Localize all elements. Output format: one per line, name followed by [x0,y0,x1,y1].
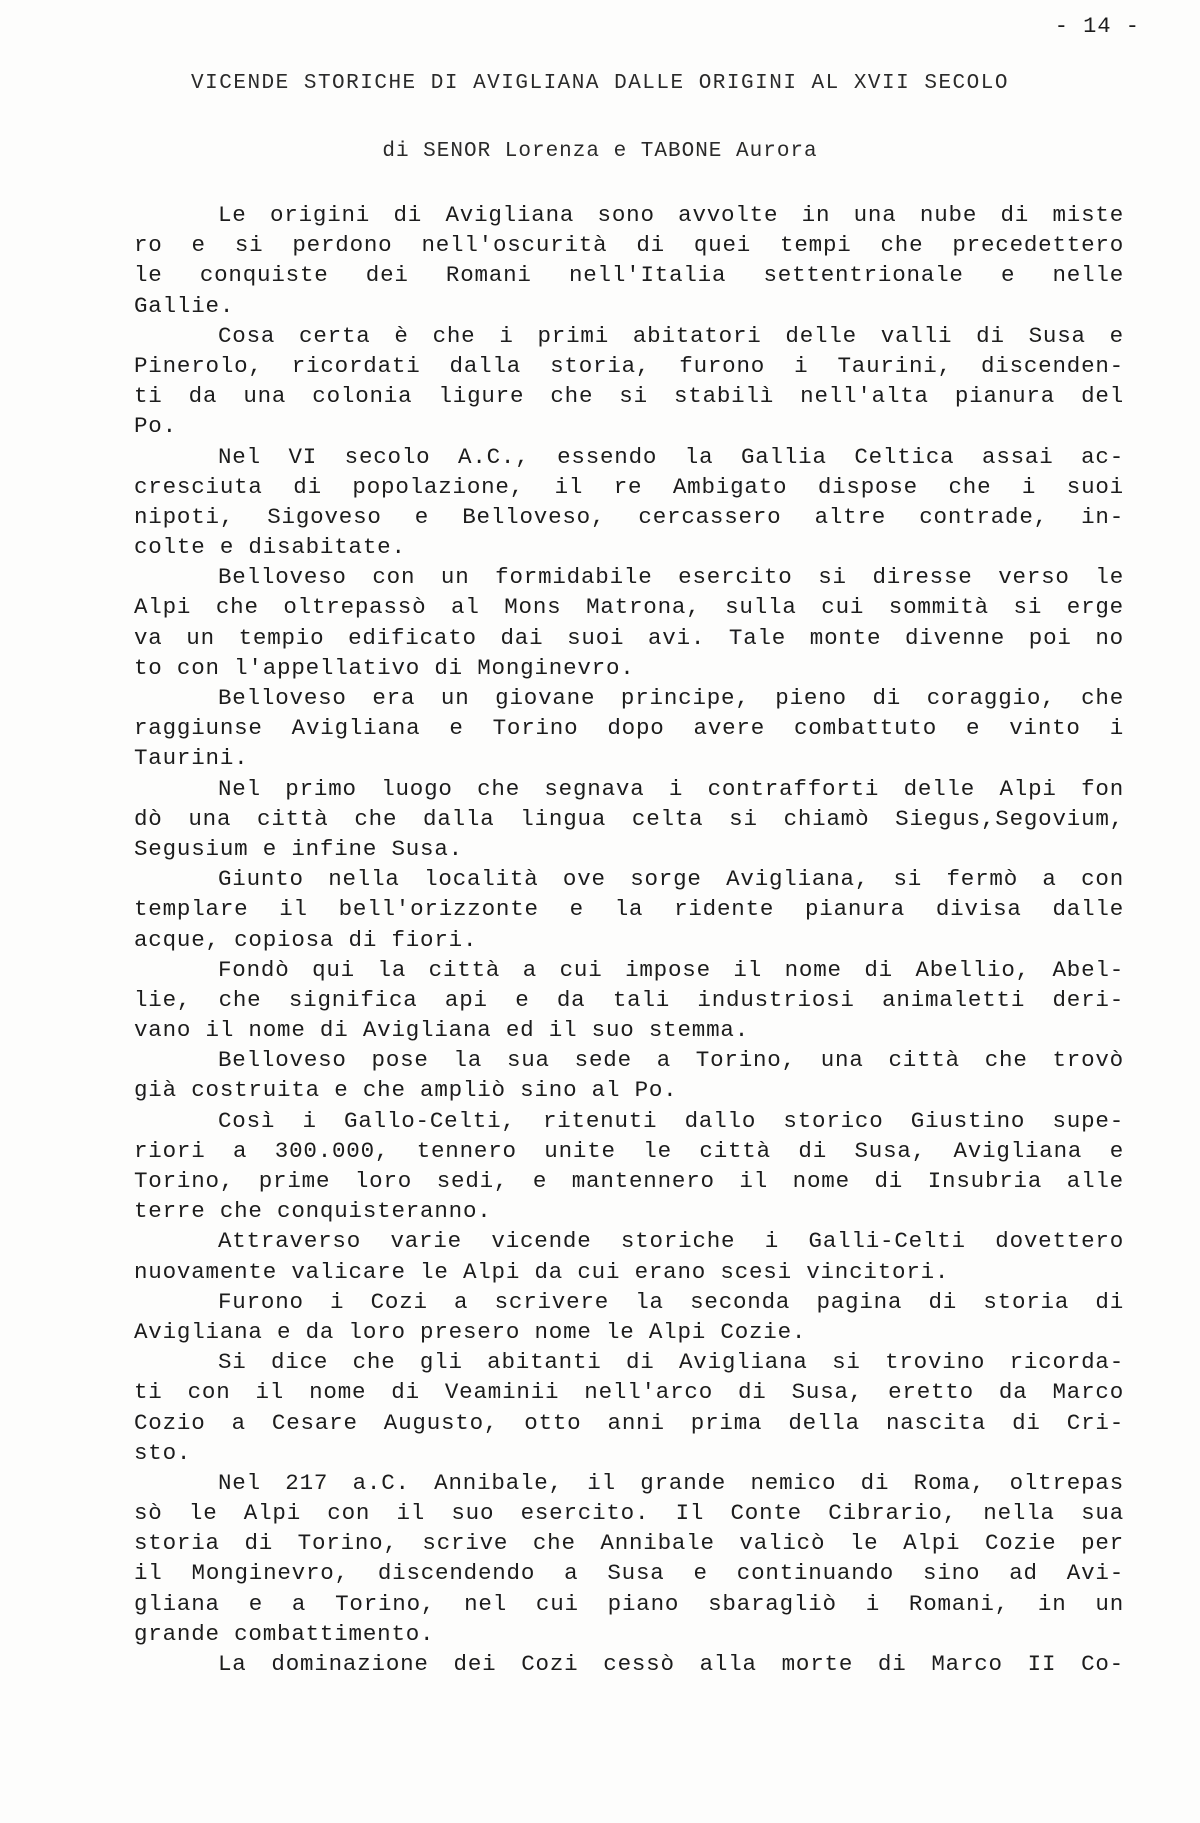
text-line: sto. [134,1439,192,1466]
text-line: Belloveso con un formidabile esercito si diresse verso le [218,564,1124,591]
text-line: Nel 217 a.C. Annibale, il grande nemico di Roma, oltrepas [218,1469,1124,1496]
text-line: storia di Torino, scrive che Annibale valicò le Alpi Cozie per [134,1530,1124,1557]
text-line: Alpi che oltrepassò al Mons Matrona, sulla cui sommità si erge [134,594,1124,621]
text-line: vano il nome di Avigliana ed il suo stemma. [134,1017,749,1044]
text-line: templare il bell'orizzonte e la ridente pianura divisa dalle [134,896,1124,923]
text-line: Belloveso pose la sua sede a Torino, una città che trovò [218,1047,1124,1074]
text-line: già costruita e che ampliò sino al Po. [134,1077,678,1104]
text-line: lie, che significa api e da tali industriosi animaletti deri- [134,986,1124,1013]
text-line: Torino, prime loro sedi, e mantennero il nome di Insubria alle [134,1168,1124,1194]
text-line: le conquiste dei Romani nell'Italia settentrionale e nelle [134,262,1124,289]
text-line: il Monginevro, discendendo a Susa e continuando sino ad Avi- [134,1560,1124,1587]
text-line: Si dice che gli abitanti di Avigliana si trovino ricorda- [218,1349,1124,1376]
text-line: Segusium e infine Susa. [134,835,463,862]
text-line: Attraverso varie vicende storiche i Galli-Celti dovettero [218,1228,1124,1255]
text-line: cresciuta di popolazione, il re Ambigato dispose che i suoi [134,473,1124,500]
text-line: sò le Alpi con il suo esercito. Il Conte Cibrario, nella sua [134,1500,1124,1527]
text-line: Le origini di Avigliana sono avvolte in una nube di miste [218,202,1124,228]
text-line: nipoti, Sigoveso e Belloveso, cercassero altre contrade, in- [134,503,1124,530]
text-line: Furono i Cozi a scrivere la seconda pagina di storia di [218,1288,1124,1315]
text-line: Cozio a Cesare Augusto, otto anni prima della nascita di Cri- [134,1409,1124,1436]
text-line: Pinerolo, ricordati dalla storia, furono i Taurini, discenden- [134,352,1124,379]
text-line: va un tempio edificato dai suoi avi. Tale monte divenne poi no [134,624,1124,651]
document-body [134,200,1124,1679]
text-line: raggiunse Avigliana e Torino dopo avere combattuto e vinto i [134,715,1124,742]
text-line: ti con il nome di Veaminii nell'arco di Susa, eretto da Marco [134,1379,1124,1406]
text-line: Belloveso era un giovane principe, pieno di coraggio, che [218,685,1124,711]
text-line: nuovamente valicare le Alpi da cui erano scesi vincitori. [134,1258,950,1285]
text-line: Così i Gallo-Celti, ritenuti dallo storico Giustino supe- [218,1107,1124,1134]
text-line: Cosa certa è che i primi abitatori delle valli di Susa e [218,322,1124,349]
text-line: Po. [134,413,177,440]
document-authors: di SENOR Lorenza e TABONE Aurora [382,140,818,163]
text-line: to con l'appellativo di Monginevro. [134,654,635,681]
text-line: acque, copiosa di fiori. [134,926,478,953]
text-line: ro e si perdono nell'oscurità di quei tempi che precedettero [134,232,1124,259]
text-line: Taurini. [134,745,249,772]
text-line: gliana e a Torino, nel cui piano sbaragliò i Romani, in un [134,1590,1124,1617]
text-line: colte e disabitate. [134,534,406,561]
text-line: grande combattimento. [134,1620,435,1647]
text-line: Giunto nella località ove sorge Avigliana, si fermò a con [218,866,1124,893]
text-line: Nel primo luogo che segnava i contrafforti delle Alpi fon [218,775,1124,802]
text-line: Avigliana e da loro presero nome le Alpi Cozie. [134,1318,807,1345]
text-line: La dominazione dei Cozi cessò alla morte di Marco II Co- [218,1651,1124,1677]
text-line: Fondò qui la città a cui impose il nome di Abellio, Abel- [218,956,1124,983]
document-title: VICENDE STORICHE DI AVIGLIANA DALLE ORIGINI AL XVII SECOLO [191,72,1009,95]
text-line: riori a 300.000, tennero unite le città di Susa, Avigliana e [134,1137,1124,1164]
page-number: - 14 - [1054,14,1140,39]
text-line: Gallie. [134,292,235,319]
text-line: ti da una colonia ligure che si stabilì nell'alta pianura del [134,383,1124,410]
text-line: dò una città che dalla lingua celta si chiamò Siegus,Segovium, [134,805,1124,832]
text-line: terre che conquisteranno. [134,1198,492,1225]
text-line: Nel VI secolo A.C., essendo la Gallia Celtica assai ac- [218,443,1124,470]
